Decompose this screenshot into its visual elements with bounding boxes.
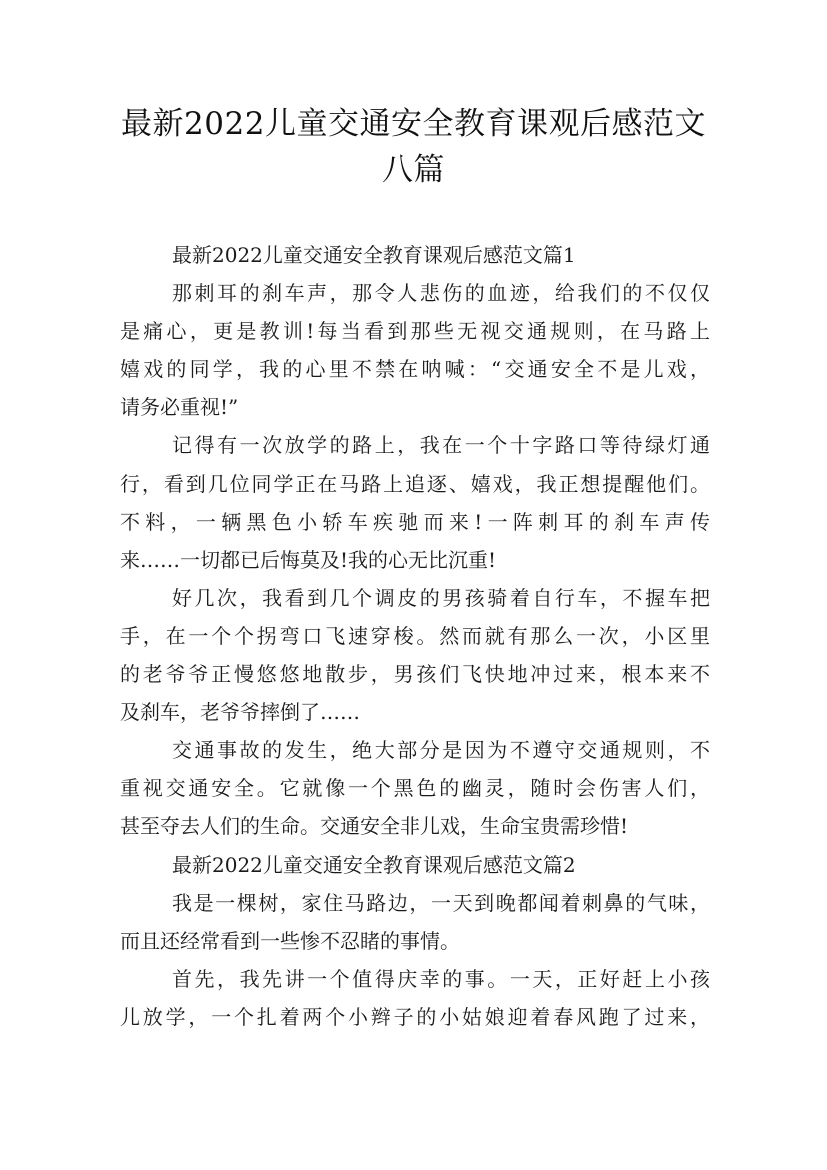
paragraph-line: 交通事故的发生，绝大部分是因为不遵守交通规则，不 bbox=[172, 738, 710, 763]
section-heading: 最新2022儿童交通安全教育课观后感范文篇2 bbox=[172, 852, 576, 877]
paragraph-line: 手，在一个个拐弯口飞速穿梭。然而就有那么一次，小区里 bbox=[120, 623, 710, 648]
paragraph-line: 行，看到几位同学正在马路上追逐、嬉戏，我正想提醒他们。 bbox=[120, 471, 710, 496]
paragraph-line: 记得有一次放学的路上，我在一个十字路口等待绿灯通 bbox=[172, 433, 710, 458]
section-heading: 最新2022儿童交通安全教育课观后感范文篇1 bbox=[172, 243, 576, 267]
paragraph-line: 的老爷爷正慢悠悠地散步，男孩们飞快地冲过来，根本来不 bbox=[120, 662, 710, 687]
paragraph-line: 来……一切都已后悔莫及!我的心无比沉重! bbox=[120, 547, 497, 572]
paragraph-line: 首先，我先讲一个值得庆幸的事。一天，正好赶上小孩 bbox=[172, 966, 710, 991]
paragraph-line: 好几次，我看到几个调皮的男孩骑着自行车，不握车把 bbox=[172, 585, 710, 610]
paragraph-line: 不料，一辆黑色小轿车疾驰而来!一阵刺耳的刹车声传 bbox=[120, 509, 710, 534]
paragraph-line: 甚至夺去人们的生命。交通安全非儿戏，生命宝贵需珍惜! bbox=[120, 814, 629, 839]
paragraph-line: 嬉戏的同学，我的心里不禁在呐喊：“交通安全不是儿戏， bbox=[120, 357, 710, 382]
paragraph-line: 是痛心，更是教训!每当看到那些无视交通规则，在马路上 bbox=[120, 319, 710, 344]
paragraph-line: 而且还经常看到一些惨不忍睹的事情。 bbox=[120, 928, 460, 953]
paragraph-line: 我是一棵树，家住马路边，一天到晚都闻着刺鼻的气味， bbox=[172, 890, 710, 915]
document-title-line-2: 八篇 bbox=[382, 152, 445, 188]
document-body bbox=[120, 236, 710, 1036]
paragraph-line: 请务必重视!” bbox=[120, 395, 239, 420]
paragraph-line: 重视交通安全。它就像一个黑色的幽灵，随时会伤害人们， bbox=[120, 776, 710, 801]
paragraph-line: 及刹车，老爷爷摔倒了…… bbox=[120, 700, 360, 725]
document-title-line-1: 最新2022儿童交通安全教育课观后感范文 bbox=[121, 106, 706, 142]
paragraph-line: 那刺耳的刹车声，那令人悲伤的血迹，给我们的不仅仅 bbox=[172, 281, 710, 306]
paragraph-line: 儿放学，一个扎着两个小辫子的小姑娘迎着春风跑了过来， bbox=[120, 1004, 710, 1029]
